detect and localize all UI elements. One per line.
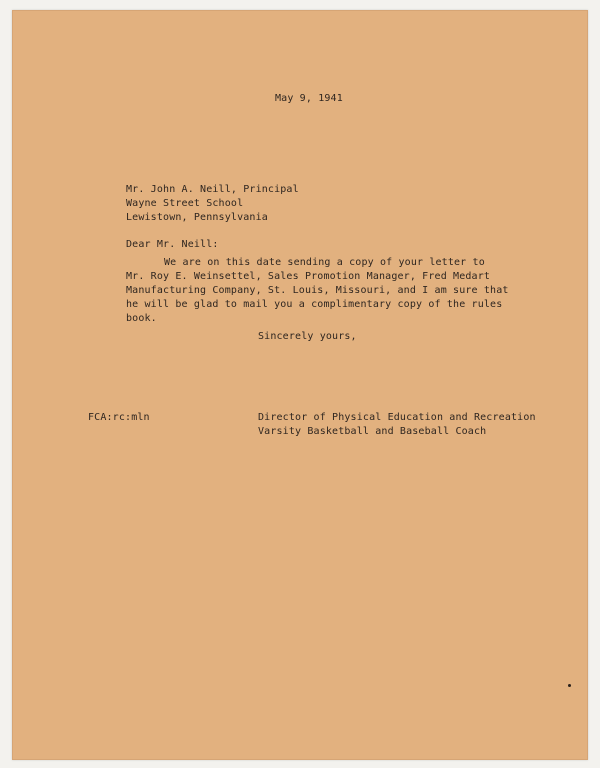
ink-speck [568,684,571,687]
body-line: he will be glad to mail you a complimentary copy of the rules [126,299,503,310]
recipient-city: Lewistown, Pennsylvania [126,212,268,223]
recipient-school: Wayne Street School [126,198,244,209]
reference-initials: FCA:rc:mln [88,412,150,423]
signature-title-line1: Director of Physical Education and Recreation [258,412,536,423]
closing: Sincerely yours, [258,331,357,342]
body-line: Mr. Roy E. Weinsettel, Sales Promotion Manager, Fred Medart [126,271,491,282]
salutation: Dear Mr. Neill: [126,239,219,250]
letter-body [126,256,526,326]
body-line: book. [126,313,157,324]
paper-edge [12,10,588,760]
body-line: We are on this date sending a copy of your letter to [164,257,485,268]
letter-page [12,10,588,760]
body-line: Manufacturing Company, St. Louis, Missouri, and I am sure that [126,285,509,296]
recipient-name: Mr. John A. Neill, Principal [126,184,299,195]
signature-title-line2: Varsity Basketball and Baseball Coach [258,426,487,437]
letter-date: May 9, 1941 [275,93,343,104]
